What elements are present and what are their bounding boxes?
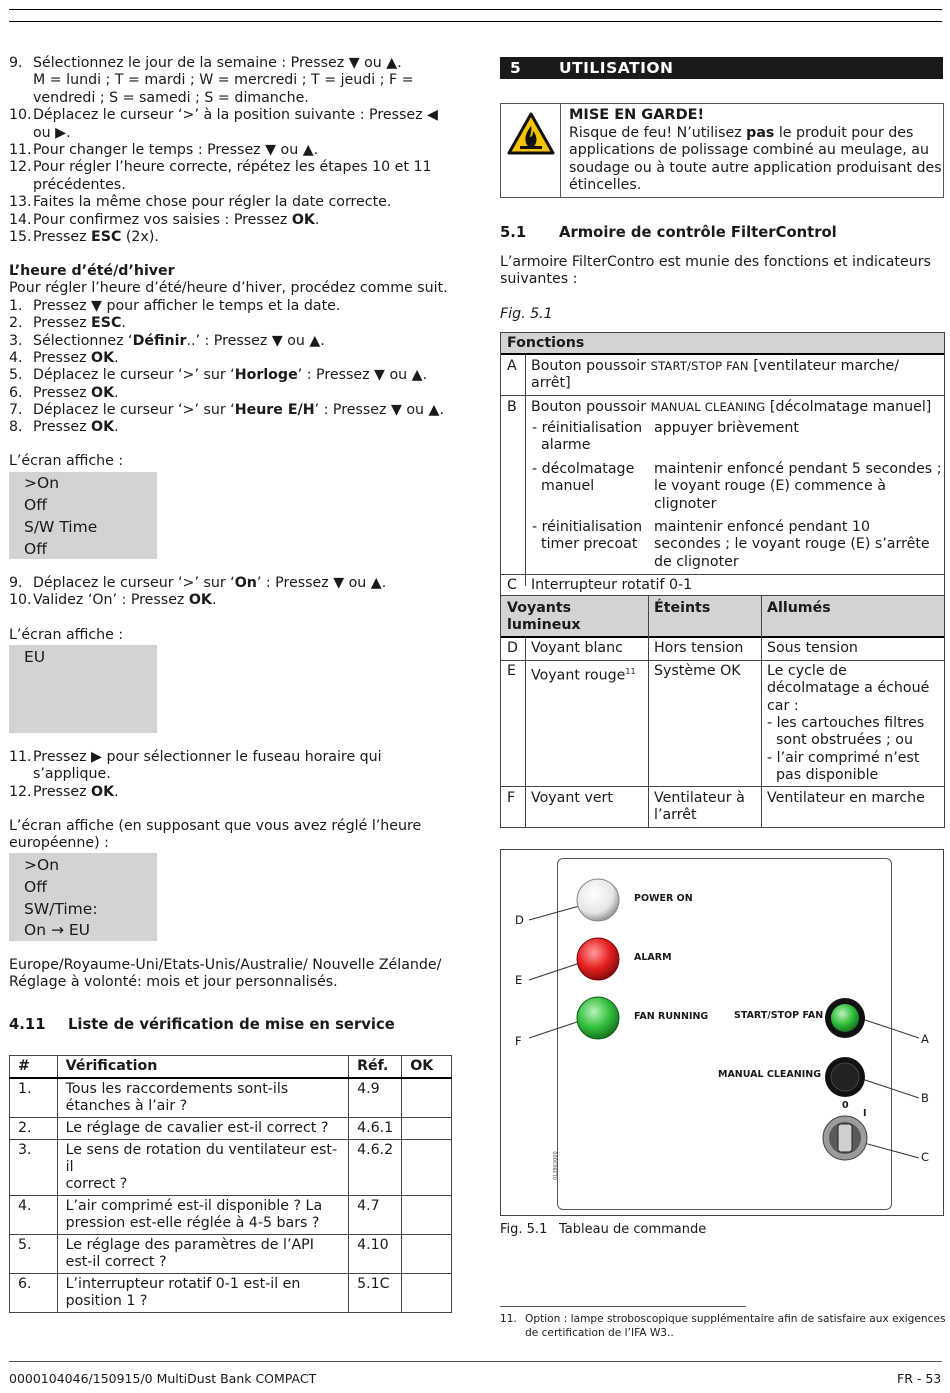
text: . (121, 315, 126, 332)
label-manual-cleaning: MANUAL CLEANING (718, 1069, 821, 1080)
text: ’ : Pressez ▼ ou ▲. (314, 401, 444, 418)
warning-line (569, 142, 929, 159)
text: Faites la même chose pour régler la date correcte. (33, 194, 392, 211)
row-num: 5. (10, 1235, 58, 1274)
sub-item-desc: maintenir enfoncé pendant 10 (654, 519, 870, 535)
row-ref: 5.1C (349, 1274, 402, 1313)
row-num: 1. (10, 1078, 58, 1118)
fire-warning-icon (507, 112, 555, 156)
checklist-header-row (10, 1056, 452, 1079)
step-number: 7. (9, 401, 23, 418)
step-number: 11. (9, 749, 32, 765)
text: Pour confirmez vos saisies : Pressez (33, 211, 292, 228)
step-number: 13. (9, 194, 32, 211)
step-text (33, 298, 340, 315)
text: . (211, 592, 217, 609)
on-header: Allumés (767, 600, 831, 616)
sub-item-label: timer precoat (532, 536, 638, 553)
subsection-number: 5.1 (500, 224, 527, 241)
text: Sélectionnez le jour de la semaine : Pressez ▼ ou ▲. (33, 55, 402, 71)
callout-b: B (921, 1091, 929, 1105)
intro-line-1: L’armoire FilterContro est munie des fonctions et indicateurs (500, 254, 931, 270)
step-text (33, 784, 119, 801)
text: Déplacez le curseur ‘>’ sur ‘ (33, 575, 235, 591)
step-text (33, 125, 71, 142)
footnote-ref: 11 (625, 667, 636, 676)
check-line: correct ? (65, 1176, 128, 1192)
row-e-on-line: - les cartouches filtres (767, 714, 925, 731)
text-sc: MANUAL CLEANING (650, 400, 766, 414)
sub-item-desc: le voyant rouge (E) commence à (654, 478, 886, 495)
step-number: 12. (9, 783, 32, 800)
check-line: L’air comprimé est-il disponible ? La (65, 1198, 323, 1214)
row-ok (402, 1140, 452, 1196)
text: [décolmatage manuel] (765, 399, 932, 415)
functions-table (500, 332, 945, 828)
footnote-rule (500, 1306, 746, 1307)
label-power-on: POWER ON (634, 893, 693, 904)
row-ref: 4.9 (349, 1078, 402, 1118)
start-stop-button-face (831, 1004, 859, 1032)
summer-intro: Pour régler l’heure d’été/heure d’hiver, procédez comme suit. (9, 280, 448, 296)
bold-text: OK (291, 211, 315, 228)
row-e-on-line: sont obstruées ; ou (767, 732, 913, 749)
step-text (33, 142, 318, 159)
step-number: 10. (9, 592, 32, 609)
bold-text: Heure E/H (234, 401, 315, 418)
row-line (501, 660, 944, 661)
row-line (501, 395, 944, 396)
text: ’ : Pressez ▼ ou ▲. (256, 575, 387, 591)
divider (525, 355, 526, 586)
lcd-line: >On (24, 856, 60, 874)
sub-item-desc: appuyer brièvement (654, 420, 799, 436)
step-text (33, 766, 111, 783)
header-rule-top (9, 9, 942, 10)
text: . (114, 384, 119, 401)
step-number: 9. (9, 575, 23, 591)
footer-left: 0000104046/150915/0 MultiDust Bank COMPACT (9, 1371, 317, 1386)
sub-item-label: manuel (532, 478, 595, 495)
label-switch-1: I (863, 1108, 867, 1119)
text: Sélectionnez ‘ (33, 332, 133, 349)
callout-line-d (529, 905, 583, 920)
label-fan-running: FAN RUNNING (634, 1011, 709, 1022)
text: . (114, 349, 119, 366)
row-d-name: Voyant blanc (531, 640, 623, 656)
text: M = lundi ; T = mardi ; W = mercredi ; T = jeudi ; F = (33, 72, 414, 89)
bold-text: Horloge (234, 367, 298, 384)
text: Risque de feu! N’utilisez (569, 125, 747, 141)
lights-header-1: Voyants (507, 600, 572, 616)
sub-item-desc: secondes ; le voyant rouge (E) s’arrête (654, 536, 930, 553)
step-number: 5. (9, 367, 23, 384)
checklist-row (10, 1140, 452, 1196)
text: Pressez ▶ pour sélectionner le fuseau horaire qui (33, 749, 382, 765)
step-text (33, 159, 432, 176)
check-line: est-il correct ? (65, 1254, 167, 1270)
zones-line-1: Europe/Royaume-Uni/Etats-Unis/Australie/ Nouvelle Zélande/ (9, 957, 442, 973)
row-b-letter: B (507, 399, 517, 415)
col-header-ref: Réf. (349, 1056, 402, 1079)
zones-line-2: Réglage à volonté: mois et jour personnalisés. (9, 974, 338, 990)
row-ref: 4.10 (349, 1235, 402, 1274)
text: Pressez (33, 229, 92, 245)
text: précédentes. (33, 176, 126, 193)
text: Bouton poussoir (531, 358, 651, 374)
step-text (33, 419, 119, 436)
lcd-line: >On (24, 474, 60, 492)
row-ok (402, 1118, 452, 1140)
check-line: position 1 ? (65, 1293, 148, 1309)
control-panel-figure (500, 849, 944, 1216)
step-text (33, 333, 325, 350)
check-line: étanches à l’air ? (65, 1098, 188, 1114)
step-text (33, 402, 444, 419)
row-ok (402, 1274, 452, 1313)
step-text (33, 72, 414, 89)
fig-caption-num: Fig. 5.1 (500, 1222, 548, 1237)
callout-f: F (515, 1034, 522, 1048)
screen-label-3: L’écran affiche (en supposant que vous avez réglé l’heure (9, 818, 422, 834)
row-e-on-line: décolmatage a échoué (767, 680, 930, 697)
bold-text: OK (91, 783, 115, 800)
row-e-on-line: car : (767, 697, 799, 714)
callout-a: A (921, 1032, 929, 1046)
text: Pressez (33, 419, 92, 436)
step-text (33, 350, 119, 367)
step-text (33, 315, 126, 332)
text: Pressez (33, 783, 92, 800)
text: Déplacez le curseur ‘>’ à la position suivante : Pressez ◀ (33, 107, 438, 124)
row-c-text: Interrupteur rotatif 0-1 (531, 577, 693, 593)
label-switch-0: 0 (842, 1100, 849, 1111)
warning-line (569, 160, 942, 177)
warning-line (569, 125, 913, 142)
red-light (577, 938, 619, 980)
lights-header-2: lumineux (507, 617, 581, 633)
text: s’applique. (33, 766, 111, 783)
step-text (33, 229, 159, 246)
text: (2x). (121, 229, 159, 245)
bold-text: ESC (91, 315, 122, 332)
step-text (33, 749, 382, 766)
step-number: 3. (9, 332, 23, 349)
step-number: 4. (9, 349, 23, 366)
subsection-title: Armoire de contrôle FilterControl (559, 224, 837, 241)
callout-c: C (921, 1150, 930, 1164)
text: ’ : Pressez ▼ ou ▲. (297, 367, 428, 384)
bold-text: OK (91, 419, 115, 436)
row-b-text (531, 399, 931, 416)
callout-d: D (515, 913, 524, 927)
text: applications de polissage combiné au meulage, au (569, 142, 929, 159)
white-light (577, 879, 619, 921)
step-number: 9. (9, 55, 23, 71)
row-a-text-2: arrêt] (531, 375, 571, 391)
checklist-row (10, 1235, 452, 1274)
row-line (501, 786, 944, 787)
row-check (57, 1140, 348, 1196)
row-check (57, 1196, 348, 1235)
row-a-letter: A (507, 358, 517, 374)
summer-heading: L’heure d’été/d’hiver (9, 263, 175, 279)
header-rule (9, 21, 942, 22)
screen-label-2: L’écran affiche : (9, 627, 124, 643)
lcd-line: On → EU (24, 921, 91, 939)
row-f-letter: F (507, 790, 516, 806)
checklist-heading-num: 4.11 (9, 1016, 46, 1033)
footer-right: FR - 53 (897, 1371, 942, 1386)
lcd-display-1 (9, 472, 157, 559)
text: . (114, 419, 119, 436)
bold-text: OK (91, 384, 115, 401)
label-alarm: ALARM (634, 952, 672, 963)
step-number: 14. (9, 211, 32, 228)
lcd-display-3 (9, 853, 157, 941)
row-ref: 4.7 (349, 1196, 402, 1235)
checklist-row (10, 1274, 452, 1313)
row-ref: 4.6.1 (349, 1118, 402, 1140)
row-e-on-line: pas disponible (767, 766, 879, 783)
footnote-line-2: de certification de l’IFA W3.. (525, 1327, 674, 1339)
row-f-off-2: l’arrêt (654, 807, 697, 823)
sub-item-label: - réinitialisation (532, 519, 643, 535)
panel-graphics (501, 850, 943, 1215)
callout-line-f (529, 1020, 583, 1038)
check-line: Tous les raccordements sont-ils (65, 1081, 289, 1097)
row-d-off: Hors tension (654, 640, 744, 656)
step-text (33, 367, 427, 384)
row-f-on: Ventilateur en marche (767, 790, 925, 806)
row-e-on-line: Le cycle de (767, 663, 847, 679)
text: vendredi ; S = samedi ; S = dimanche. (33, 89, 309, 106)
step-text (33, 194, 391, 211)
row-line (501, 574, 944, 575)
step-number: 2. (9, 315, 23, 332)
label-start-stop: START/STOP FAN (734, 1010, 824, 1021)
row-num: 4. (10, 1196, 58, 1235)
bold-text: On (234, 575, 257, 591)
check-line: Le sens de rotation du ventilateur est-il (65, 1142, 338, 1175)
divider (525, 638, 526, 827)
row-check (57, 1235, 348, 1274)
bold-text: OK (188, 592, 212, 609)
rotary-switch-knob (838, 1124, 852, 1152)
row-check (57, 1078, 348, 1118)
footnote-line-1: Option : lampe stroboscopique supplémentaire afin de satisfaire aux exigences (525, 1313, 946, 1325)
row-f-off-1: Ventilateur à (654, 790, 745, 806)
row-e-letter: E (507, 663, 516, 679)
step-number: 8. (9, 419, 23, 436)
text: Bouton poussoir (531, 399, 651, 415)
section-number: 5 (510, 59, 522, 77)
text: Pour régler l’heure correcte, répétez les étapes 10 et 11 (33, 159, 432, 176)
row-num: 3. (10, 1140, 58, 1196)
section-title: UTILISATION (559, 59, 674, 77)
lights-header (501, 595, 944, 638)
row-num: 2. (10, 1118, 58, 1140)
text: Pressez (33, 349, 92, 366)
checklist-row (10, 1196, 452, 1235)
warning-icon-cell (501, 104, 561, 197)
bold-text: pas (746, 125, 775, 141)
col-header-num: # (10, 1056, 58, 1079)
text: Pressez (33, 315, 92, 332)
step-text (33, 90, 309, 107)
fig-label: Fig. 5.1 (500, 306, 553, 322)
text-sc: START/STOP FAN (650, 359, 749, 373)
intro-line-2: suivantes : (500, 271, 578, 287)
text: Voyant rouge (531, 667, 626, 684)
fig-caption: Tableau de commande (559, 1222, 707, 1237)
divider (761, 595, 762, 827)
sub-item-desc: maintenir enfoncé pendant 5 secondes ; (654, 461, 942, 477)
bold-text: Définir (132, 332, 187, 349)
step-number: 6. (9, 384, 23, 401)
text: le produit pour des (774, 125, 914, 141)
row-check (57, 1118, 348, 1140)
step-number: 12. (9, 159, 32, 176)
panel-code: 013863000 (553, 1151, 559, 1180)
text: . (114, 783, 119, 800)
section-title-bar (500, 57, 943, 79)
warning-box (500, 103, 944, 198)
step-text (33, 55, 402, 72)
row-ok (402, 1078, 452, 1118)
row-ok (402, 1235, 452, 1274)
check-line: Le réglage de cavalier est-il correct ? (65, 1120, 329, 1136)
text: Pressez (33, 384, 92, 401)
callout-e: E (515, 973, 523, 987)
row-num: 6. (10, 1274, 58, 1313)
lcd-line: EU (24, 648, 46, 666)
screen-label-3b: européenne) : (9, 835, 109, 851)
warning-title: MISE EN GARDE! (569, 107, 705, 123)
sub-item-label: - réinitialisation (532, 420, 643, 436)
checklist-table (9, 1055, 452, 1313)
text: . (314, 211, 320, 228)
row-a-text (531, 358, 899, 375)
row-c-letter: C (507, 577, 517, 593)
step-text (33, 177, 126, 194)
row-e-off: Système OK (654, 663, 741, 679)
sub-item-label: alarme (532, 437, 591, 454)
lcd-line: SW/Time: (24, 900, 98, 918)
check-line: Le réglage des paramètres de l’API (65, 1237, 314, 1253)
text: ou ▶. (33, 124, 71, 141)
step-text (33, 592, 216, 609)
screen-label-1: L’écran affiche : (9, 453, 124, 469)
bold-text: ESC (91, 229, 122, 245)
step-number: 10. (9, 107, 32, 124)
manual-cleaning-button-face (831, 1063, 859, 1091)
step-number: 1. (9, 298, 23, 314)
check-line: pression est-elle réglée à 4-5 bars ? (65, 1215, 320, 1231)
text: Validez ‘On’ : Pressez (33, 592, 189, 609)
col-header-check: Vérification (57, 1056, 348, 1079)
step-text (33, 107, 438, 124)
checklist-row (10, 1118, 452, 1140)
step-text (33, 212, 319, 229)
row-ref: 4.6.2 (349, 1140, 402, 1196)
step-number: 11. (9, 142, 32, 158)
sub-item-label: - décolmatage (532, 461, 635, 477)
row-e-name (531, 663, 636, 685)
functions-header-label: Fonctions (507, 335, 585, 351)
callout-line-e (529, 962, 583, 980)
col-header-ok: OK (402, 1056, 452, 1079)
functions-header (501, 333, 944, 355)
row-d-on: Sous tension (767, 640, 858, 656)
row-e-on-line: - l’air comprimé n’est (767, 749, 920, 766)
lcd-line: S/W Time (24, 518, 98, 536)
row-d-letter: D (507, 640, 518, 656)
footnote-num: 11. (500, 1313, 517, 1325)
text: Déplacez le curseur ‘>’ sur ‘ (33, 367, 235, 384)
text: soudage ou à toute autre application produisant des (569, 159, 942, 176)
off-header: Éteints (654, 600, 711, 616)
green-light (577, 997, 619, 1039)
checklist-heading: Liste de vérification de mise en service (68, 1016, 395, 1033)
bold-text: OK (91, 349, 115, 366)
sub-item-desc: de clignoter (654, 553, 739, 570)
row-check (57, 1274, 348, 1313)
check-line: L’interrupteur rotatif 0-1 est-il en (65, 1276, 301, 1292)
divider (648, 595, 649, 827)
lcd-line: Off (24, 540, 47, 558)
text: Pressez ▼ pour afficher le temps et la date. (33, 298, 341, 314)
lcd-line: Off (24, 878, 47, 896)
step-number: 15. (9, 229, 32, 245)
text: ..’ : Pressez ▼ ou ▲. (186, 332, 325, 349)
footer-rule (9, 1361, 942, 1362)
sub-item-desc: clignoter (654, 495, 717, 512)
warning-line (569, 177, 641, 194)
text: étincelles. (569, 176, 642, 193)
row-f-name: Voyant vert (531, 790, 613, 806)
lcd-line: Off (24, 496, 47, 514)
step-text (33, 575, 386, 592)
lcd-display-2 (9, 645, 157, 733)
step-text (33, 385, 119, 402)
text: Déplacez le curseur ‘>’ sur ‘ (33, 401, 235, 418)
text: Pour changer le temps : Pressez ▼ ou ▲. (33, 142, 319, 158)
row-ok (402, 1196, 452, 1235)
text: [ventilateur marche/ (748, 358, 899, 374)
checklist-row (10, 1078, 452, 1118)
